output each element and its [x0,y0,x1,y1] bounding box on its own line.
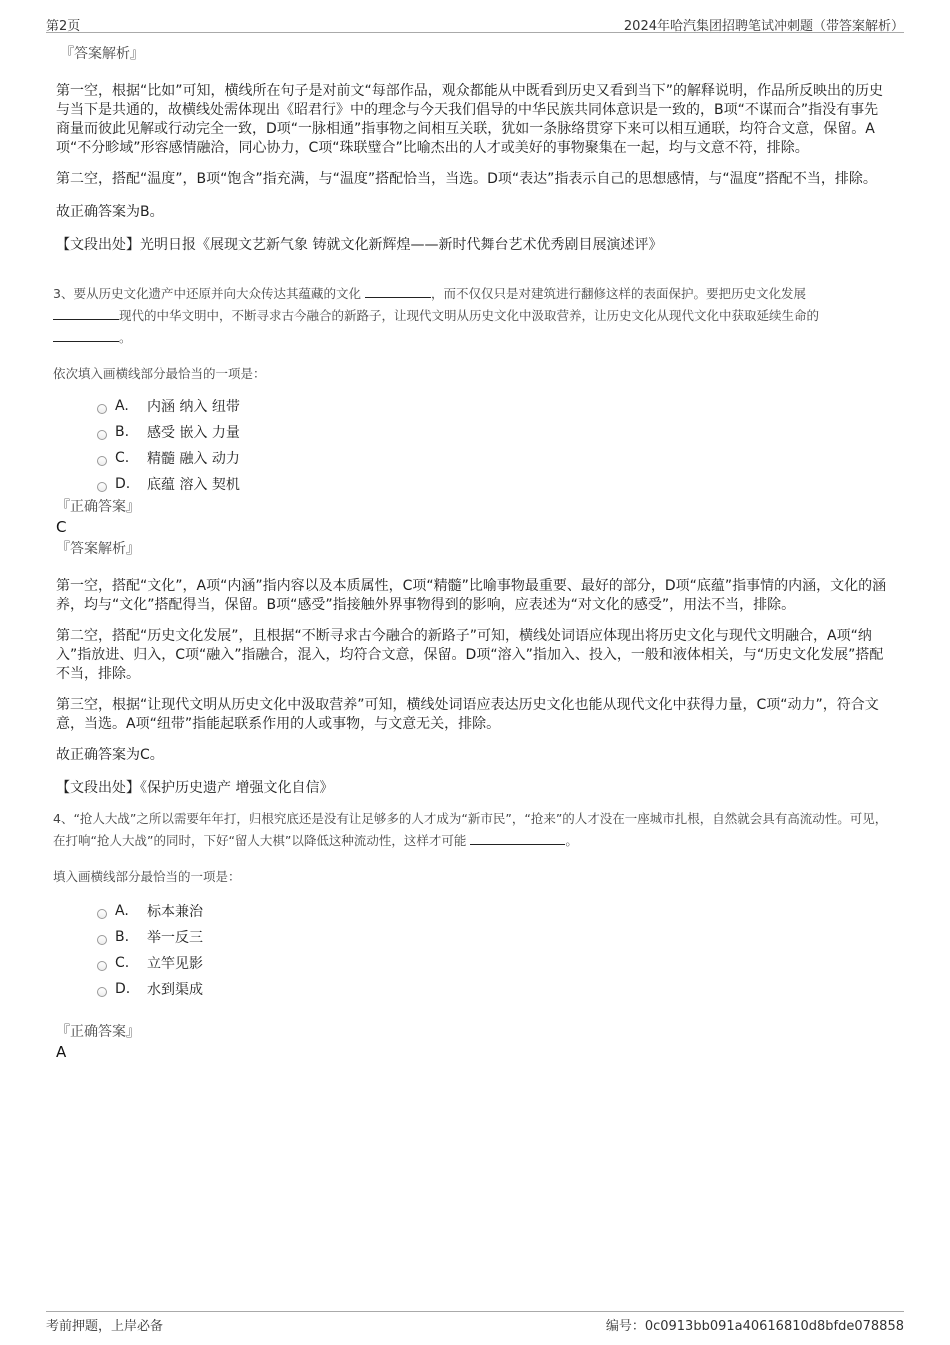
answer-statement: 故正确答案为B。 [56,204,164,220]
analysis-paragraph: 第一空，根据“比如”可知，横线所在句子是对前文“每部作品，观众都能从中既看到历史又看到当下”的解释说明，作品所反映出的历史与当下是共通的，故横线处需体现出《昭君行》中的理念与今天我们倡导的中华民族共同体意识是一致的，B项“不谋而合”指没有事先商量而彼此见解或行动完全一致，D项“一脉相通”指事物之间相互关联，犹如一条脉络贯穿下来可以相互通联，均符合文意，保留。A项“不分畛域”形容感情融洽，同心协力，C项“珠联璧合”比喻杰出的人才或美好的事物聚集在一起，均与文意不符，排除。 [56,83,884,156]
answer-statement: 故正确答案为C。 [56,747,164,763]
analysis-paragraph: 第一空，搭配“文化”，A项“内涵”指内容以及本质属性，C项“精髓”比喻事物最重要、最好的部分，D项“底蕴”指事情的内涵，文化的涵养，均与“文化”搭配得当，保留。B项“感受”指接触外界事物得到的影响，应表述为“对文化的感受”，用法不当，排除。 [56,578,887,613]
source-citation: 【文段出处】《保护历史遗产 增强文化自信》 [56,780,334,796]
correct-answer: A [56,1043,67,1061]
radio-icon[interactable] [97,456,107,466]
analysis-label: 『答案解析』 [56,541,140,557]
question-3-stem: 3、要从历史文化遗产中还原并向大众传达其蕴藏的文化 ，而不仅仅只是对建筑进行翻修这样的表面保护。要把历史文化发展 现代的中华文明中，不断寻求古今融合的新路子，让现代文明从历史文化中汲取营养，让历史文化从现代文化中获取延续生命的 。 [53,286,820,345]
radio-icon[interactable] [97,987,107,997]
page-content [53,44,888,1062]
source-citation: 【文段出处】光明日报《展现文艺新气象 铸就文化新辉煌——新时代舞台艺术优秀剧目展演述评》 [56,237,663,253]
blank-1 [365,285,431,298]
question-4-stem: 4、“抢人大战”之所以需要年年打，归根究底还是没有让足够多的人才成为“新市民”，“抢来”的人才没在一座城市扎根，自然就会具有高流动性。可见，在打响“抢人大战”的同时，下好“留人大棋”以降低这种流动性，这样才可能 。 [53,811,888,848]
question-4-prompt: 填入画横线部分最恰当的一项是： [53,869,241,884]
radio-icon[interactable] [97,482,107,492]
question-3-prompt: 依次填入画横线部分最恰当的一项是： [53,366,266,381]
correct-answer-label: 『正确答案』 [56,499,140,515]
radio-icon[interactable] [97,404,107,414]
blank-3 [53,329,119,342]
page-number: 第2页 [46,19,81,34]
analysis-label: 『答案解析』 [60,46,144,62]
option-d[interactable]: D. 水到渠成 [56,976,888,1002]
radio-icon[interactable] [97,961,107,971]
blank-2 [53,307,119,320]
radio-icon[interactable] [97,935,107,945]
correct-answer-label: 『正确答案』 [56,1024,140,1040]
option-c[interactable]: C. 精髓 融入 动力 [56,445,888,471]
correct-answer: C [56,518,67,536]
document-serial: 编号：0c0913bb091a40616810d8bfde078858 [605,1319,904,1334]
analysis-paragraph: 第二空，搭配“历史文化发展”，且根据“不断寻求古今融合的新路子”可知，横线处词语应体现出将历史文化与现代文明融合，A项“纳入”指放进、归入，C项“融入”指融合，混入，均符合文意，保留。D项“溶入”指加入、投入，一般和液体相关，与“历史文化发展”搭配不当，排除。 [56,628,884,682]
page-header [46,12,904,33]
analysis-paragraph: 第二空，搭配“温度”，B项“饱含”指充满，与“温度”搭配恰当，当选。D项“表达”指表示自己的思想感情，与“温度”搭配不当，排除。 [56,171,877,187]
option-a[interactable]: A. 标本兼治 [56,898,888,924]
option-b[interactable]: B. 举一反三 [56,924,888,950]
blank-1 [470,832,565,845]
footer-slogan: 考前押题，上岸必备 [46,1319,164,1334]
analysis-paragraph: 第三空，根据“让现代文明从历史文化中汲取营养”可知，横线处词语应表达历史文化也能从现代文化中获得力量，C项“动力”，符合文意，当选。A项“纽带”指能起联系作用的人或事物，与文意无关，排除。 [56,697,879,732]
page-footer [46,1311,904,1332]
option-a[interactable]: A. 内涵 纳入 纽带 [56,393,888,419]
option-d[interactable]: D. 底蕴 溶入 契机 [56,471,888,497]
document-title: 2024年哈汽集团招聘笔试冲刺题（带答案解析） [623,19,904,34]
option-c[interactable]: C. 立竿见影 [56,950,888,976]
option-b[interactable]: B. 感受 嵌入 力量 [56,419,888,445]
question-3-options [56,393,888,497]
radio-icon[interactable] [97,909,107,919]
radio-icon[interactable] [97,430,107,440]
question-4-options [56,898,888,1002]
